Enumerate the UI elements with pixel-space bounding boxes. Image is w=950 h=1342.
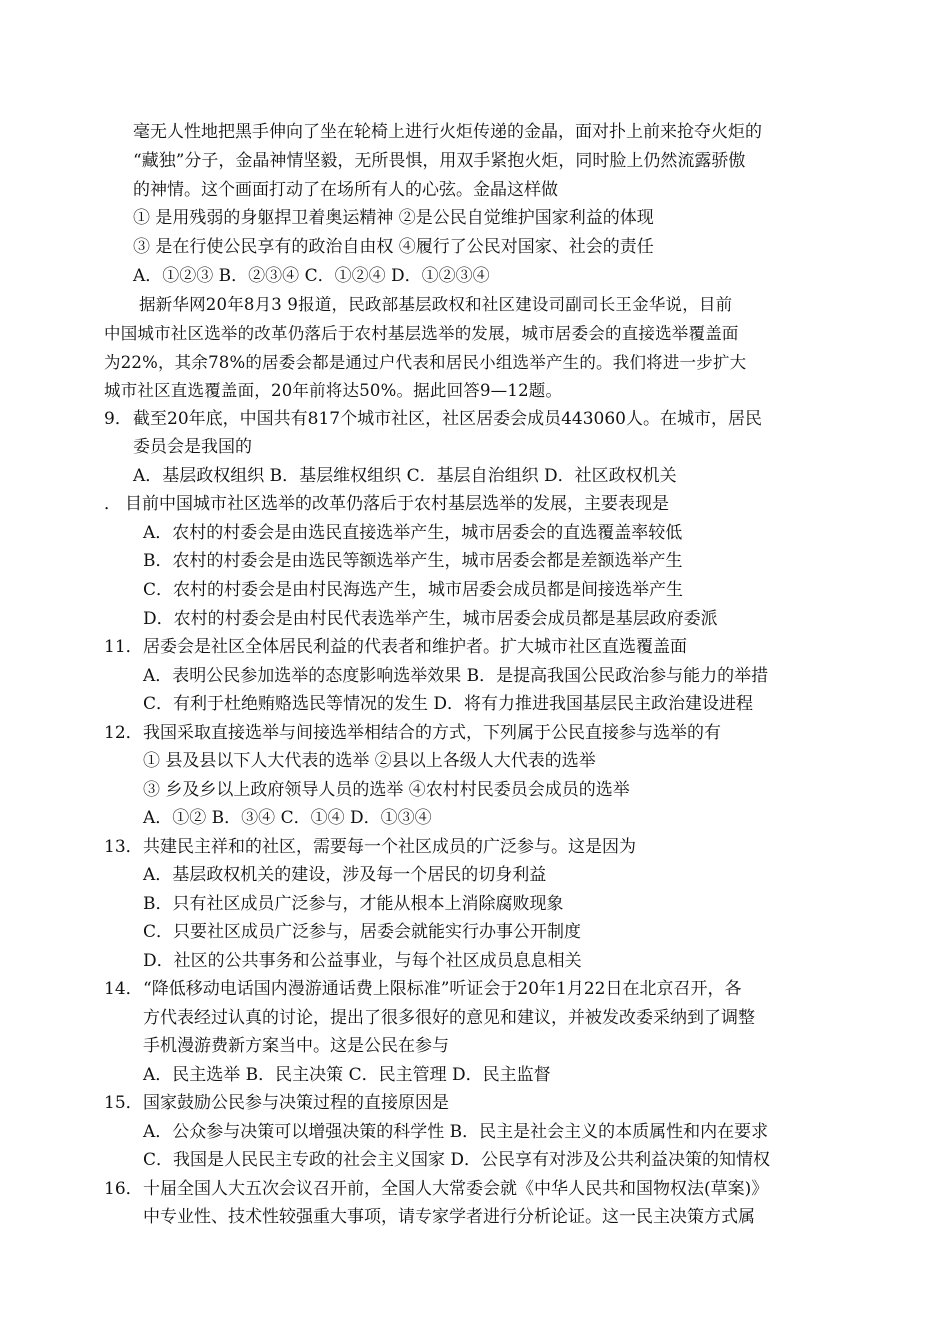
question-stem: 中专业性、技术性较强重大事项，请专家学者进行分析论证。这一民主决策方式属 (143, 1207, 755, 1227)
question-option: C．有利于杜绝贿赂选民等情况的发生 D．将有力推进我国基层民主政治建设进程 (143, 694, 754, 714)
question-stem: “降低移动电话国内漫游通话费上限标准”听证会于20年1月22日在北京召开，各 (143, 979, 742, 999)
question-option: A．农村的村委会是由选民直接选举产生，城市居委会的直选覆盖率较低 (143, 523, 683, 543)
passage-line: 城市社区直选覆盖面，20年前将达50%。据此回答9—12题。 (104, 381, 563, 400)
question-option: ③ 乡及乡以上政府领导人员的选举 ④农村村民委员会成员的选举 (143, 780, 630, 800)
question-option: C．农村的村委会是由村民海选产生，城市居委会成员都是间接选举产生 (143, 580, 684, 600)
question-option: D．社区的公共事务和公益事业，与每个社区成员息息相关 (143, 951, 582, 971)
question-option: A．表明公民参加选举的态度影响选举效果 B．是提高我国公民政治参与能力的举措 (143, 666, 769, 686)
question-stem: 手机漫游费新方案当中。这是公民在参与 (143, 1036, 449, 1056)
passage-line: 中国城市社区选举的改革仍落后于农村基层选举的发展，城市居委会的直接选举覆盖面 (104, 324, 739, 343)
question-number: 13． (104, 837, 143, 857)
question-option: D．农村的村委会是由村民代表选举产生，城市居委会成员都是基层政府委派 (143, 609, 718, 629)
question-option: A．基层政权组织 B．基层维权组织 C．基层自治组织 D．社区政权机关 (133, 466, 677, 486)
question-option: B．只有社区成员广泛参与，才能从根本上消除腐败现象 (143, 894, 564, 914)
question-number: 16． (104, 1179, 143, 1199)
question-number: 9． (104, 409, 132, 429)
passage-line: 为22%，其余78%的居委会都是通过户代表和居民小组选举产生的。我们将进一步扩大 (104, 353, 747, 372)
question-option: A．民主选举 B．民主决策 C．民主管理 D．民主监督 (143, 1065, 551, 1085)
passage-line: 据新华网20年8月3 9报道，民政部基层政权和社区建设司副司长王金华说，目前 (139, 295, 733, 314)
intro-option: ① 是用残弱的身躯捍卫着奥运精神 ②是公民自觉维护国家利益的体现 (133, 208, 654, 228)
question-option: A．基层政权机关的建设，涉及每一个居民的切身利益 (143, 865, 547, 885)
question-option: B．农村的村委会是由选民等额选举产生，城市居委会都是差额选举产生 (143, 551, 683, 571)
question-number: 11． (104, 637, 143, 657)
question-number: ． (104, 494, 121, 514)
intro-line: 的神情。这个画面打动了在场所有人的心弦。金晶这样做 (133, 180, 558, 200)
question-option: C．我国是人民民主专政的社会主义国家 D．公民享有对涉及公共利益决策的知情权 (143, 1150, 771, 1170)
question-option: ① 县及县以下人大代表的选举 ②县以上各级人大代表的选举 (143, 751, 596, 771)
question-stem: 十届全国人大五次会议召开前，全国人大常委会就《中华人民共和国物权法(草案)》 (143, 1179, 769, 1199)
question-stem: 国家鼓励公民参与决策过程的直接原因是 (143, 1093, 449, 1113)
question-stem: 方代表经过认真的讨论，提出了很多很好的意见和建议，并被发改委采纳到了调整 (143, 1008, 755, 1028)
question-option: A．①② B．③④ C．①④ D．①③④ (143, 808, 432, 828)
question-number: 12． (104, 723, 143, 743)
question-stem: 我国采取直接选举与间接选举相结合的方式，下列属于公民直接参与选举的有 (143, 723, 721, 743)
question-stem: 截至20年底，中国共有817个城市社区，社区居委会成员443060人。在城市，居民 (133, 409, 762, 429)
question-number: 14． (104, 979, 143, 999)
intro-option: ③ 是在行使公民享有的政治自由权 ④履行了公民对国家、社会的责任 (133, 237, 654, 257)
question-number: 15． (104, 1093, 143, 1113)
intro-line: 毫无人性地把黑手伸向了坐在轮椅上进行火炬传递的金晶，面对扑上前来抢夺火炬的 (133, 122, 762, 142)
question-option: A．公众参与决策可以增强决策的科学性 B．民主是社会主义的本质属性和内在要求 (143, 1122, 769, 1142)
intro-answers: A．①②③ B．②③④ C．①②④ D．①②③④ (133, 266, 490, 286)
intro-line: “藏独”分子，金晶神情坚毅，无所畏惧，用双手紧抱火炬，同时脸上仍然流露骄傲 (133, 151, 746, 171)
question-stem: 目前中国城市社区选举的改革仍落后于农村基层选举的发展，主要表现是 (125, 494, 669, 514)
question-stem: 共建民主祥和的社区，需要每一个社区成员的广泛参与。这是因为 (143, 837, 636, 857)
question-stem: 居委会是社区全体居民利益的代表者和维护者。扩大城市社区直选覆盖面 (143, 637, 687, 657)
question-stem: 委员会是我国的 (133, 437, 252, 457)
question-option: C．只要社区成员广泛参与，居委会就能实行办事公开制度 (143, 922, 582, 942)
